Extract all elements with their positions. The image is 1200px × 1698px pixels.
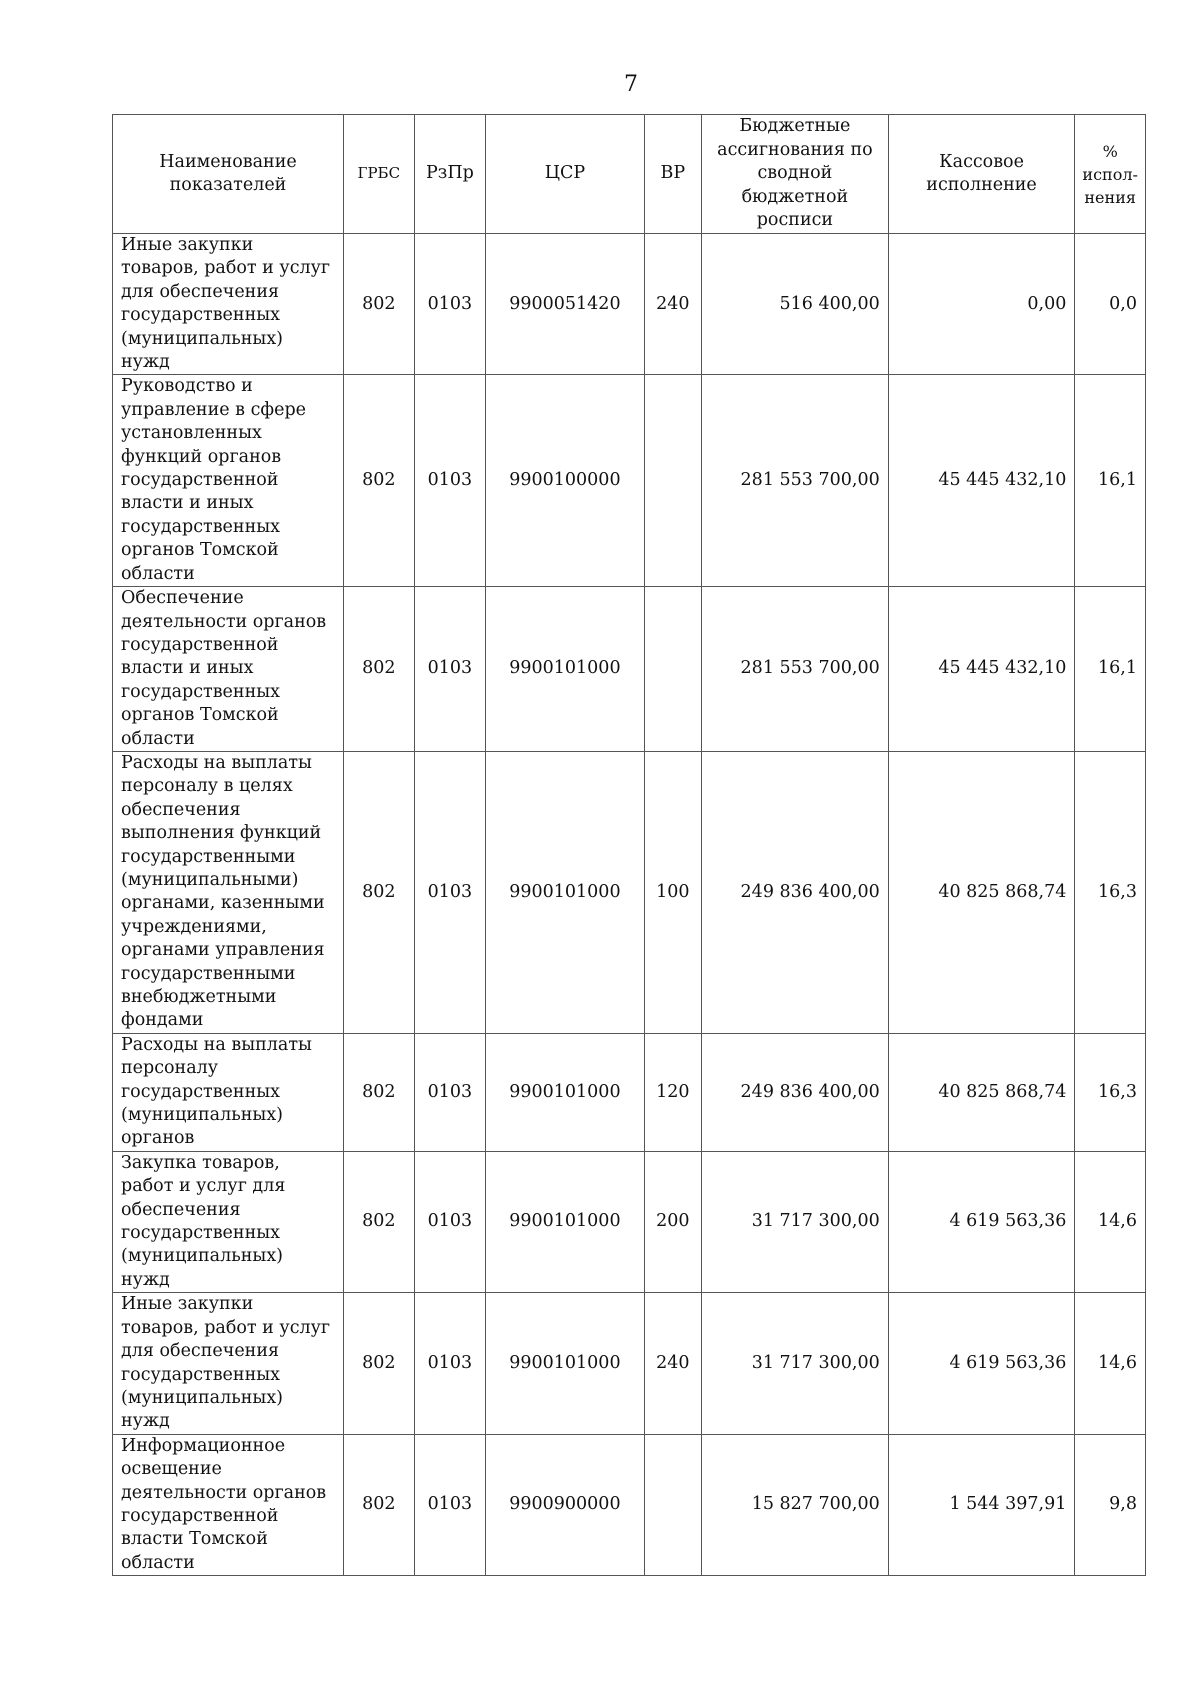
row-name: Обеспечение деятельности органов государственной власти и иных государственных органов Томской области: [113, 587, 344, 752]
row-percent: 14,6: [1075, 1293, 1146, 1434]
row-grbs: 802: [344, 1033, 415, 1151]
table-header-row: [113, 115, 1146, 234]
row-execution: 1 544 397,91: [888, 1434, 1075, 1575]
header-name: Наименование показателей: [113, 115, 344, 234]
row-assignment: 249 836 400,00: [702, 751, 889, 1033]
budget-table: [112, 114, 1146, 1576]
header-cash-execution: Кассовое исполнение: [888, 115, 1075, 234]
row-rzpr: 0103: [414, 234, 486, 375]
row-grbs: 802: [344, 1434, 415, 1575]
row-grbs: 802: [344, 751, 415, 1033]
header-grbs: ГРБС: [344, 115, 415, 234]
row-execution: 40 825 868,74: [888, 1033, 1075, 1151]
row-execution: 40 825 868,74: [888, 751, 1075, 1033]
row-vr: 100: [644, 751, 702, 1033]
header-csr: ЦСР: [486, 115, 644, 234]
row-csr: 9900101000: [486, 1151, 644, 1292]
header-vr: ВР: [644, 115, 702, 234]
row-percent: 16,3: [1075, 751, 1146, 1033]
row-assignment: 249 836 400,00: [702, 1033, 889, 1151]
row-grbs: 802: [344, 1293, 415, 1434]
row-execution: 4 619 563,36: [888, 1151, 1075, 1292]
row-name: Закупка товаров, работ и услуг для обеспечения государственных (муниципальных) нужд: [113, 1151, 344, 1292]
row-execution: 4 619 563,36: [888, 1293, 1075, 1434]
row-rzpr: 0103: [414, 587, 486, 752]
row-name: Руководство и управление в сфере установленных функций органов государственной власти и иных государственных органов Томской области: [113, 375, 344, 587]
row-rzpr: 0103: [414, 1293, 486, 1434]
row-csr: 9900101000: [486, 1033, 644, 1151]
row-csr: 9900101000: [486, 1293, 644, 1434]
row-execution: 45 445 432,10: [888, 587, 1075, 752]
row-execution: 0,00: [888, 234, 1075, 375]
row-assignment: 281 553 700,00: [702, 375, 889, 587]
row-csr: 9900100000: [486, 375, 644, 587]
row-percent: 0,0: [1075, 234, 1146, 375]
row-vr: 120: [644, 1033, 702, 1151]
row-grbs: 802: [344, 375, 415, 587]
row-percent: 16,1: [1075, 375, 1146, 587]
row-rzpr: 0103: [414, 751, 486, 1033]
row-name: Информационное освещение деятельности органов государственной власти Томской области: [113, 1434, 344, 1575]
header-percent: % испол-нения: [1075, 115, 1146, 234]
table-row: [113, 587, 1146, 752]
table-row: [113, 234, 1146, 375]
row-name: Расходы на выплаты персоналу в целях обеспечения выполнения функций государственными (муниципальными) органами, казенными учреждениями, органами управления государственными внебюджетными фондами: [113, 751, 344, 1033]
row-vr: 240: [644, 1293, 702, 1434]
row-percent: 16,3: [1075, 1033, 1146, 1151]
row-name: Расходы на выплаты персоналу государственных (муниципальных) органов: [113, 1033, 344, 1151]
header-rzpr: РзПр: [414, 115, 486, 234]
row-grbs: 802: [344, 234, 415, 375]
row-assignment: 516 400,00: [702, 234, 889, 375]
row-percent: 14,6: [1075, 1151, 1146, 1292]
table-row: [113, 1293, 1146, 1434]
row-assignment: 31 717 300,00: [702, 1151, 889, 1292]
page-number: 7: [624, 72, 638, 97]
table-row: [113, 1434, 1146, 1575]
row-grbs: 802: [344, 1151, 415, 1292]
table-row: [113, 1033, 1146, 1151]
row-percent: 9,8: [1075, 1434, 1146, 1575]
row-percent: 16,1: [1075, 587, 1146, 752]
row-assignment: 31 717 300,00: [702, 1293, 889, 1434]
row-vr: [644, 587, 702, 752]
table-row: [113, 375, 1146, 587]
table-row: [113, 751, 1146, 1033]
row-rzpr: 0103: [414, 1033, 486, 1151]
row-name: Иные закупки товаров, работ и услуг для обеспечения государственных (муниципальных) нужд: [113, 234, 344, 375]
row-csr: 9900900000: [486, 1434, 644, 1575]
row-vr: [644, 1434, 702, 1575]
row-assignment: 15 827 700,00: [702, 1434, 889, 1575]
row-vr: 240: [644, 234, 702, 375]
row-rzpr: 0103: [414, 1151, 486, 1292]
row-grbs: 802: [344, 587, 415, 752]
row-assignment: 281 553 700,00: [702, 587, 889, 752]
row-csr: 9900051420: [486, 234, 644, 375]
row-rzpr: 0103: [414, 375, 486, 587]
row-vr: 200: [644, 1151, 702, 1292]
header-assignments: Бюджетные ассигнования по сводной бюджетной росписи: [702, 115, 889, 234]
table-row: [113, 1151, 1146, 1292]
row-rzpr: 0103: [414, 1434, 486, 1575]
row-csr: 9900101000: [486, 751, 644, 1033]
row-csr: 9900101000: [486, 587, 644, 752]
row-vr: [644, 375, 702, 587]
row-execution: 45 445 432,10: [888, 375, 1075, 587]
row-name: Иные закупки товаров, работ и услуг для обеспечения государственных (муниципальных) нужд: [113, 1293, 344, 1434]
